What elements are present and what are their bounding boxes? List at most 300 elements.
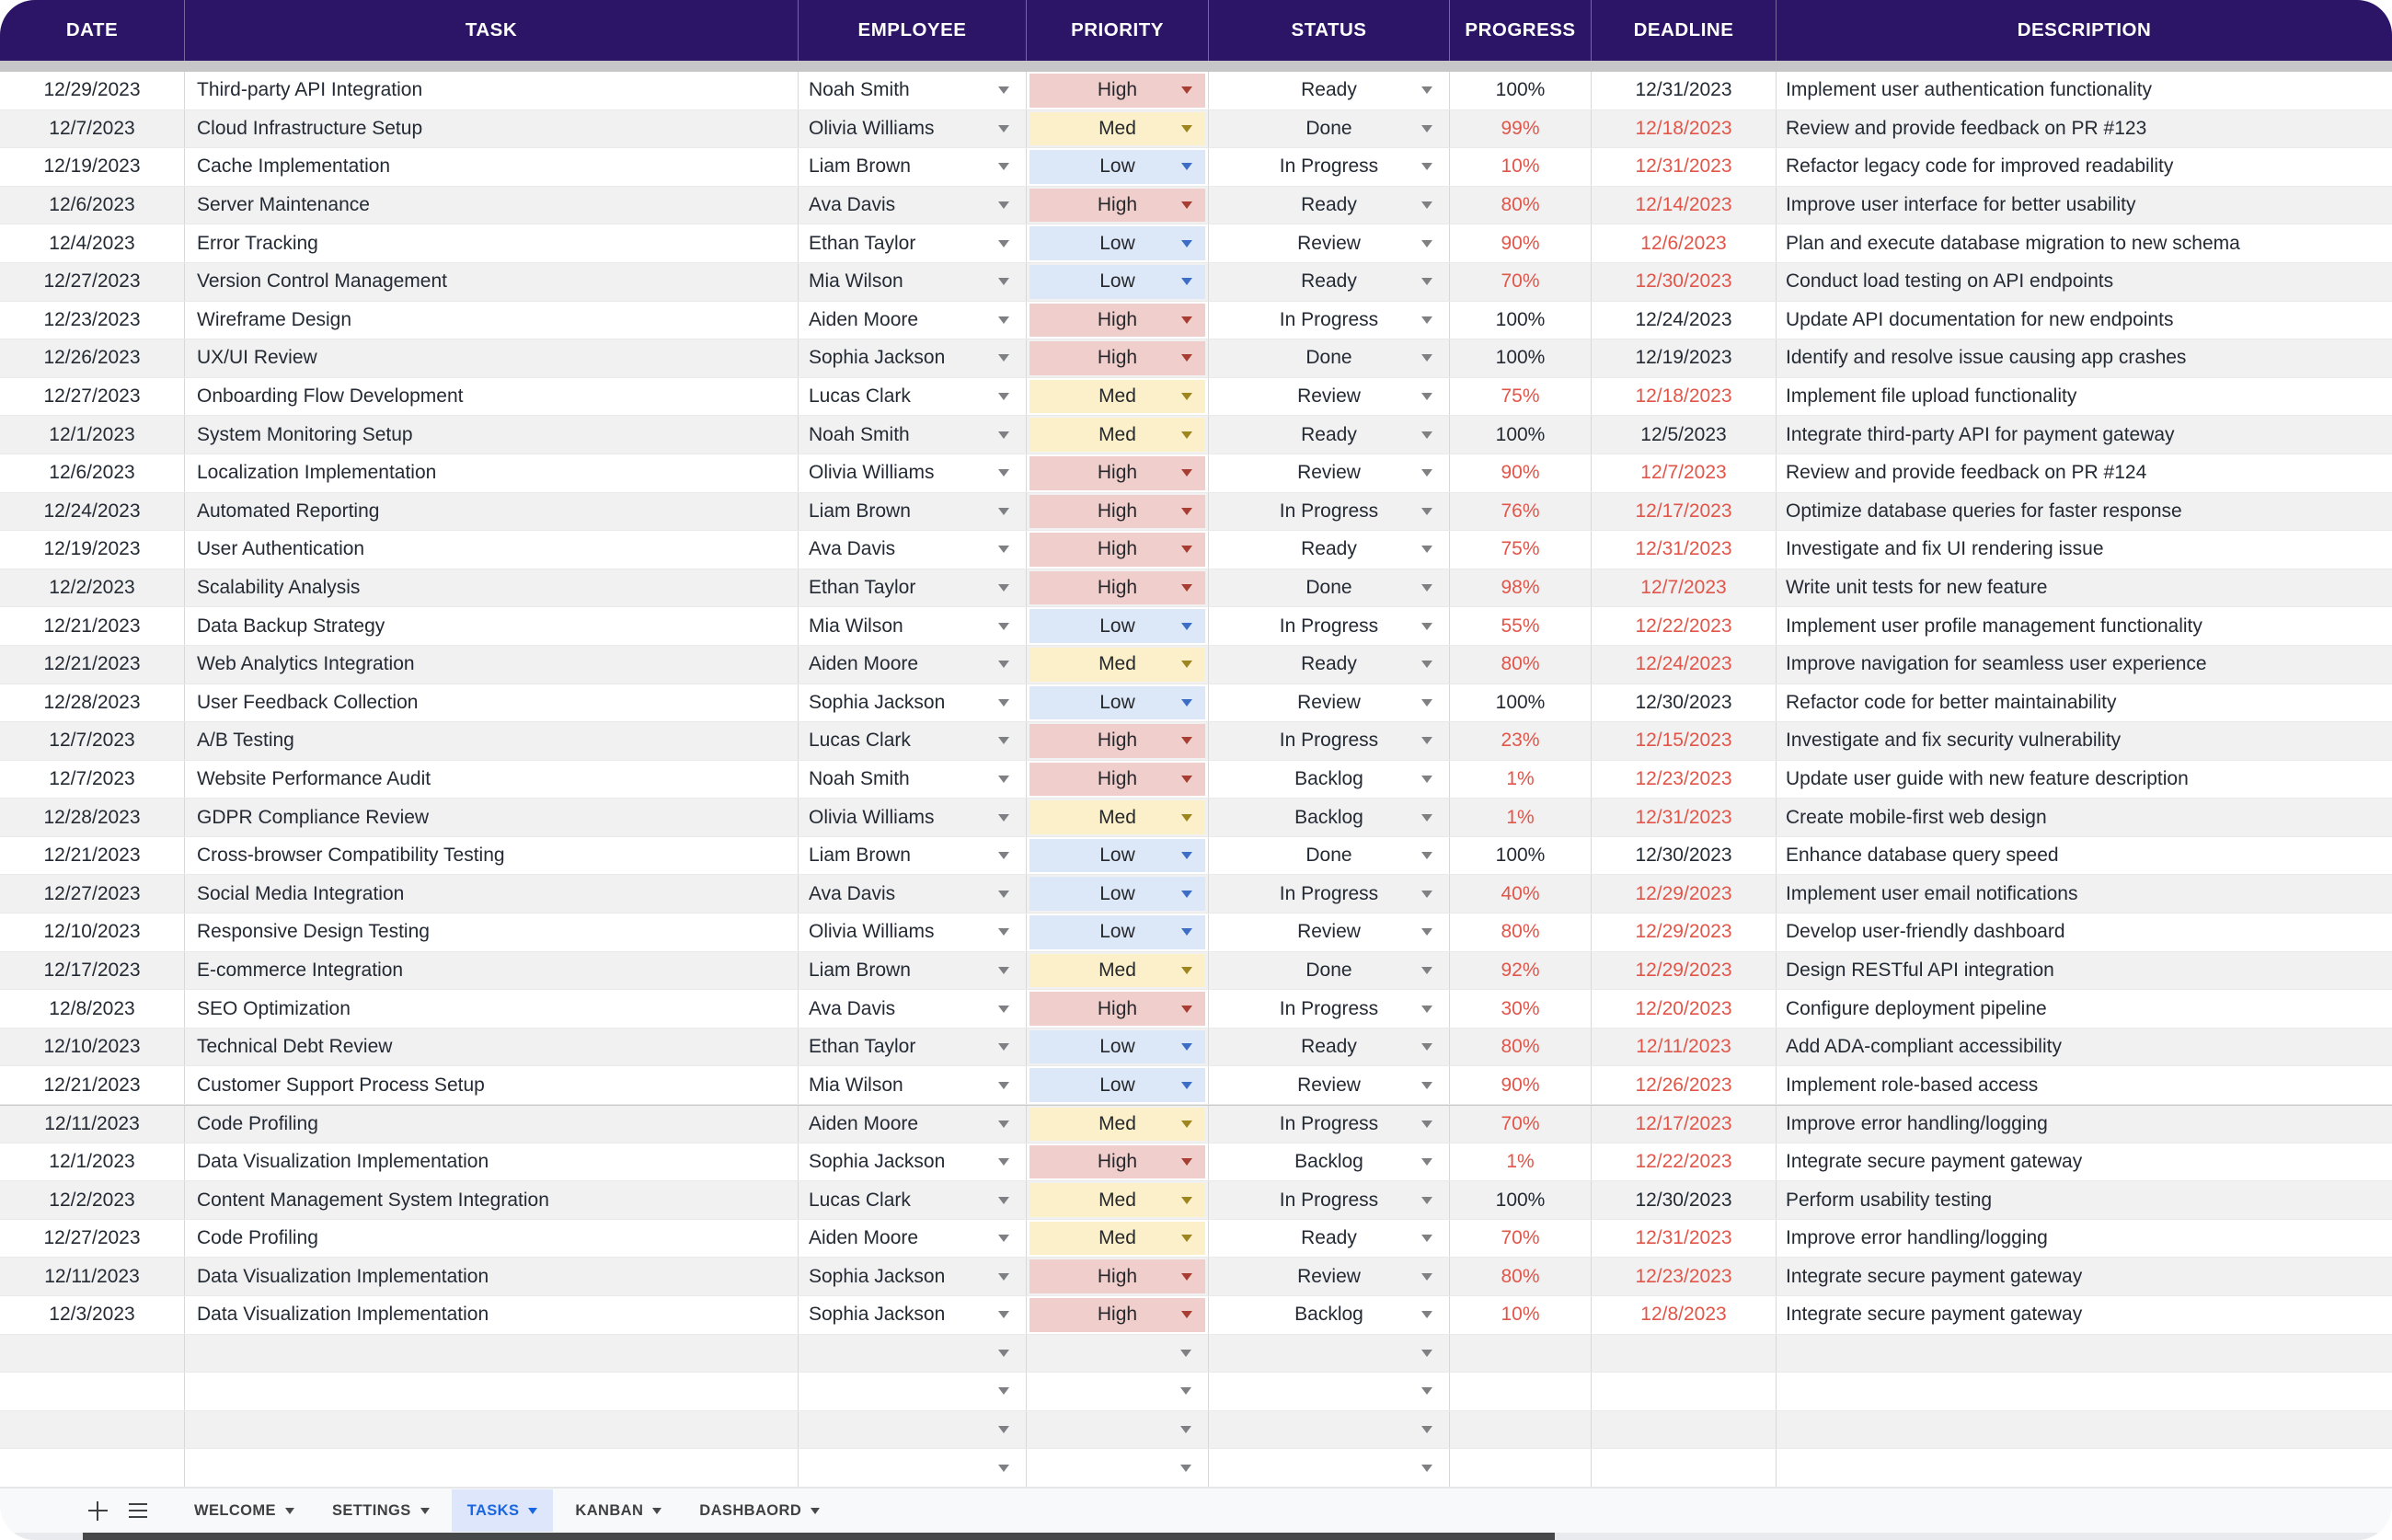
progress-cell[interactable]: 80% <box>1449 1258 1591 1295</box>
description-cell[interactable]: Implement user authentication functionality <box>1776 72 2392 109</box>
progress-cell[interactable]: 23% <box>1449 722 1591 760</box>
priority-dropdown[interactable] <box>1026 531 1208 569</box>
progress-cell[interactable]: 80% <box>1449 187 1591 224</box>
chevron-down-icon[interactable] <box>1421 1158 1432 1166</box>
description-cell[interactable]: Review and provide feedback on PR #123 <box>1776 110 2392 148</box>
chevron-down-icon[interactable] <box>1181 891 1192 898</box>
status-dropdown[interactable] <box>1208 837 1449 875</box>
date-cell[interactable]: 12/11/2023 <box>44 1112 140 1134</box>
date-cell[interactable] <box>0 1373 184 1410</box>
chevron-down-icon[interactable] <box>1421 852 1432 859</box>
chevron-down-icon[interactable] <box>998 699 1009 707</box>
date-cell[interactable]: 12/7/2023 <box>49 117 135 139</box>
progress-cell[interactable]: 100% <box>1449 339 1591 377</box>
status-dropdown[interactable] <box>1208 761 1449 799</box>
progress-cell[interactable]: 70% <box>1449 1106 1591 1143</box>
employee-dropdown[interactable] <box>798 1411 1026 1449</box>
employee-dropdown[interactable] <box>798 1258 1026 1295</box>
tab-tasks[interactable] <box>452 1489 554 1532</box>
deadline-cell[interactable]: 12/31/2023 <box>1591 72 1776 109</box>
description-cell[interactable]: Improve navigation for seamless user experience <box>1776 646 2392 684</box>
employee-dropdown[interactable] <box>798 722 1026 760</box>
priority-dropdown[interactable] <box>1026 1029 1208 1066</box>
chevron-down-icon[interactable] <box>1421 354 1432 362</box>
description-cell[interactable]: Implement role-based access <box>1776 1066 2392 1104</box>
chevron-down-icon[interactable] <box>1181 546 1192 553</box>
date-cell[interactable]: 12/7/2023 <box>49 730 135 752</box>
deadline-cell[interactable]: 12/11/2023 <box>1591 1029 1776 1066</box>
task-cell[interactable]: UX/UI Review <box>184 339 798 377</box>
description-cell[interactable]: Implement file upload functionality <box>1776 378 2392 416</box>
priority-dropdown[interactable] <box>1026 72 1208 109</box>
progress-cell[interactable]: 80% <box>1449 914 1591 951</box>
date-cell[interactable] <box>0 1411 184 1449</box>
chevron-down-icon[interactable] <box>1181 278 1192 285</box>
deadline-cell[interactable]: 12/17/2023 <box>1591 1106 1776 1143</box>
chevron-down-icon[interactable] <box>998 1121 1009 1128</box>
deadline-cell[interactable]: 12/30/2023 <box>1591 1181 1776 1219</box>
chevron-down-icon[interactable] <box>998 125 1009 132</box>
progress-cell[interactable] <box>1449 1373 1591 1410</box>
priority-dropdown[interactable] <box>1026 722 1208 760</box>
employee-dropdown[interactable] <box>798 914 1026 951</box>
chevron-down-icon[interactable] <box>1180 1426 1191 1433</box>
priority-dropdown[interactable] <box>1026 1106 1208 1143</box>
task-cell[interactable]: Error Tracking <box>184 224 798 262</box>
chevron-down-icon[interactable] <box>1421 240 1432 247</box>
status-dropdown[interactable] <box>1208 1029 1449 1066</box>
date-cell[interactable] <box>0 1335 184 1373</box>
date-cell[interactable]: 12/26/2023 <box>43 347 141 369</box>
chevron-down-icon[interactable] <box>998 967 1009 974</box>
description-cell[interactable] <box>1776 1335 2392 1373</box>
priority-dropdown[interactable] <box>1026 875 1208 913</box>
date-cell[interactable]: 12/28/2023 <box>43 691 141 713</box>
tab-dashbaord[interactable] <box>684 1489 835 1532</box>
chevron-down-icon[interactable] <box>998 1426 1009 1433</box>
progress-cell[interactable]: 90% <box>1449 1066 1591 1104</box>
status-dropdown[interactable] <box>1208 224 1449 262</box>
deadline-cell[interactable]: 12/18/2023 <box>1591 378 1776 416</box>
description-cell[interactable]: Design RESTful API integration <box>1776 952 2392 990</box>
chevron-down-icon[interactable] <box>1181 1158 1192 1166</box>
status-dropdown[interactable] <box>1208 990 1449 1028</box>
employee-dropdown[interactable] <box>798 1449 1026 1487</box>
employee-dropdown[interactable] <box>798 799 1026 836</box>
task-cell[interactable]: Version Control Management <box>184 263 798 301</box>
chevron-down-icon[interactable] <box>998 1158 1009 1166</box>
status-dropdown[interactable] <box>1208 378 1449 416</box>
priority-dropdown[interactable] <box>1026 1144 1208 1181</box>
date-cell[interactable]: 12/21/2023 <box>43 1074 141 1096</box>
description-cell[interactable]: Integrate secure payment gateway <box>1776 1258 2392 1295</box>
deadline-cell[interactable]: 12/29/2023 <box>1591 952 1776 990</box>
priority-dropdown[interactable] <box>1026 1449 1208 1487</box>
status-dropdown[interactable] <box>1208 339 1449 377</box>
chevron-down-icon[interactable] <box>998 1006 1009 1013</box>
status-dropdown[interactable] <box>1208 799 1449 836</box>
progress-cell[interactable]: 1% <box>1449 799 1591 836</box>
description-cell[interactable]: Implement user profile management functionality <box>1776 607 2392 645</box>
chevron-down-icon[interactable] <box>1421 316 1432 324</box>
employee-dropdown[interactable] <box>798 1335 1026 1373</box>
task-cell[interactable]: A/B Testing <box>184 722 798 760</box>
chevron-down-icon[interactable] <box>998 1465 1009 1472</box>
status-dropdown[interactable] <box>1208 1335 1449 1373</box>
chevron-down-icon[interactable] <box>1421 623 1432 630</box>
deadline-cell[interactable]: 12/17/2023 <box>1591 493 1776 531</box>
progress-cell[interactable]: 70% <box>1449 263 1591 301</box>
chevron-down-icon[interactable] <box>998 469 1009 477</box>
status-dropdown[interactable] <box>1208 1220 1449 1258</box>
status-dropdown[interactable] <box>1208 646 1449 684</box>
priority-dropdown[interactable] <box>1026 1066 1208 1104</box>
task-cell[interactable]: Code Profiling <box>184 1106 798 1143</box>
task-cell[interactable]: Responsive Design Testing <box>184 914 798 951</box>
deadline-cell[interactable]: 12/31/2023 <box>1591 799 1776 836</box>
employee-dropdown[interactable] <box>798 1144 1026 1181</box>
date-cell[interactable]: 12/6/2023 <box>49 462 135 484</box>
deadline-cell[interactable]: 12/26/2023 <box>1591 1066 1776 1104</box>
status-dropdown[interactable] <box>1208 1106 1449 1143</box>
deadline-cell[interactable]: 12/24/2023 <box>1591 646 1776 684</box>
deadline-cell[interactable]: 12/7/2023 <box>1591 569 1776 607</box>
chevron-down-icon[interactable] <box>1421 661 1432 668</box>
task-cell[interactable] <box>184 1335 798 1373</box>
status-dropdown[interactable] <box>1208 148 1449 186</box>
task-cell[interactable]: Website Performance Audit <box>184 761 798 799</box>
progress-cell[interactable]: 100% <box>1449 302 1591 339</box>
task-cell[interactable]: Web Analytics Integration <box>184 646 798 684</box>
description-cell[interactable]: Conduct load testing on API endpoints <box>1776 263 2392 301</box>
deadline-cell[interactable]: 12/22/2023 <box>1591 1144 1776 1181</box>
status-dropdown[interactable] <box>1208 1296 1449 1334</box>
chevron-down-icon[interactable] <box>998 852 1009 859</box>
progress-cell[interactable]: 1% <box>1449 761 1591 799</box>
task-cell[interactable]: User Authentication <box>184 531 798 569</box>
chevron-down-icon[interactable] <box>998 354 1009 362</box>
employee-dropdown[interactable] <box>798 148 1026 186</box>
task-cell[interactable] <box>184 1411 798 1449</box>
task-cell[interactable]: Data Backup Strategy <box>184 607 798 645</box>
status-dropdown[interactable] <box>1208 1258 1449 1295</box>
description-cell[interactable]: Configure deployment pipeline <box>1776 990 2392 1028</box>
progress-cell[interactable]: 75% <box>1449 531 1591 569</box>
chevron-down-icon[interactable] <box>1421 1121 1432 1128</box>
employee-dropdown[interactable] <box>798 263 1026 301</box>
task-cell[interactable]: E-commerce Integration <box>184 952 798 990</box>
description-cell[interactable]: Implement user email notifications <box>1776 875 2392 913</box>
task-cell[interactable]: Data Visualization Implementation <box>184 1296 798 1334</box>
tab-welcome[interactable] <box>178 1489 310 1532</box>
priority-dropdown[interactable] <box>1026 761 1208 799</box>
employee-dropdown[interactable] <box>798 416 1026 454</box>
deadline-cell[interactable]: 12/23/2023 <box>1591 1258 1776 1295</box>
horizontal-scrollbar-thumb[interactable] <box>83 1533 1555 1540</box>
chevron-down-icon[interactable] <box>1421 891 1432 898</box>
description-cell[interactable]: Investigate and fix security vulnerability <box>1776 722 2392 760</box>
progress-cell[interactable]: 99% <box>1449 110 1591 148</box>
priority-dropdown[interactable] <box>1026 1220 1208 1258</box>
chevron-down-icon[interactable] <box>998 891 1009 898</box>
date-cell[interactable]: 12/8/2023 <box>49 997 135 1019</box>
deadline-cell[interactable]: 12/14/2023 <box>1591 187 1776 224</box>
employee-dropdown[interactable] <box>798 454 1026 492</box>
deadline-cell[interactable] <box>1591 1411 1776 1449</box>
chevron-down-icon[interactable] <box>998 1235 1009 1242</box>
employee-dropdown[interactable] <box>798 378 1026 416</box>
priority-dropdown[interactable] <box>1026 914 1208 951</box>
employee-dropdown[interactable] <box>798 339 1026 377</box>
chevron-down-icon[interactable] <box>1181 508 1192 515</box>
priority-dropdown[interactable] <box>1026 569 1208 607</box>
priority-dropdown[interactable] <box>1026 1181 1208 1219</box>
task-cell[interactable]: System Monitoring Setup <box>184 416 798 454</box>
chevron-down-icon[interactable] <box>1421 86 1432 94</box>
progress-cell[interactable] <box>1449 1449 1591 1487</box>
date-cell[interactable]: 12/11/2023 <box>44 1265 140 1287</box>
chevron-down-icon[interactable] <box>1181 240 1192 247</box>
description-cell[interactable]: Develop user-friendly dashboard <box>1776 914 2392 951</box>
status-dropdown[interactable] <box>1208 914 1449 951</box>
chevron-down-icon[interactable] <box>1421 1082 1432 1089</box>
task-cell[interactable]: Third-party API Integration <box>184 72 798 109</box>
deadline-cell[interactable]: 12/5/2023 <box>1591 416 1776 454</box>
chevron-down-icon[interactable] <box>1181 393 1192 400</box>
chevron-down-icon[interactable] <box>1421 1197 1432 1204</box>
description-cell[interactable] <box>1776 1449 2392 1487</box>
chevron-down-icon[interactable] <box>998 278 1009 285</box>
status-dropdown[interactable] <box>1208 684 1449 722</box>
deadline-cell[interactable]: 12/30/2023 <box>1591 684 1776 722</box>
date-cell[interactable]: 12/4/2023 <box>49 232 135 254</box>
chevron-down-icon[interactable] <box>998 1197 1009 1204</box>
description-cell[interactable] <box>1776 1373 2392 1410</box>
date-cell[interactable]: 12/21/2023 <box>43 845 141 867</box>
chevron-down-icon[interactable] <box>998 1311 1009 1318</box>
priority-dropdown[interactable] <box>1026 837 1208 875</box>
description-cell[interactable]: Perform usability testing <box>1776 1181 2392 1219</box>
all-sheets-menu-button[interactable] <box>118 1489 158 1532</box>
progress-cell[interactable]: 40% <box>1449 875 1591 913</box>
deadline-cell[interactable]: 12/30/2023 <box>1591 837 1776 875</box>
employee-dropdown[interactable] <box>798 1181 1026 1219</box>
chevron-down-icon[interactable] <box>1421 737 1432 744</box>
chevron-down-icon[interactable] <box>1421 508 1432 515</box>
chevron-down-icon[interactable] <box>1421 1350 1432 1357</box>
date-cell[interactable]: 12/27/2023 <box>43 882 141 904</box>
task-cell[interactable]: Cross-browser Compatibility Testing <box>184 837 798 875</box>
date-cell[interactable] <box>0 1449 184 1487</box>
chevron-down-icon[interactable] <box>998 928 1009 936</box>
deadline-cell[interactable]: 12/31/2023 <box>1591 148 1776 186</box>
description-cell[interactable]: Update user guide with new feature description <box>1776 761 2392 799</box>
deadline-cell[interactable]: 12/19/2023 <box>1591 339 1776 377</box>
date-cell[interactable]: 12/21/2023 <box>43 615 141 637</box>
chevron-down-icon[interactable] <box>1181 1121 1192 1128</box>
employee-dropdown[interactable] <box>798 1066 1026 1104</box>
chevron-down-icon[interactable] <box>998 393 1009 400</box>
task-cell[interactable]: GDPR Compliance Review <box>184 799 798 836</box>
task-cell[interactable]: Content Management System Integration <box>184 1181 798 1219</box>
chevron-down-icon[interactable] <box>1181 623 1192 630</box>
task-cell[interactable]: Data Visualization Implementation <box>184 1258 798 1295</box>
deadline-cell[interactable]: 12/18/2023 <box>1591 110 1776 148</box>
task-cell[interactable]: Cache Implementation <box>184 148 798 186</box>
description-cell[interactable] <box>1776 1411 2392 1449</box>
status-dropdown[interactable] <box>1208 1449 1449 1487</box>
chevron-down-icon[interactable] <box>998 86 1009 94</box>
date-cell[interactable]: 12/2/2023 <box>49 1189 135 1211</box>
date-cell[interactable]: 12/28/2023 <box>43 806 141 828</box>
status-dropdown[interactable] <box>1208 1181 1449 1219</box>
chevron-down-icon[interactable] <box>1421 278 1432 285</box>
chevron-down-icon[interactable] <box>998 1350 1009 1357</box>
employee-dropdown[interactable] <box>798 684 1026 722</box>
employee-dropdown[interactable] <box>798 224 1026 262</box>
chevron-down-icon[interactable] <box>1181 1082 1192 1089</box>
task-cell[interactable]: Localization Implementation <box>184 454 798 492</box>
status-dropdown[interactable] <box>1208 187 1449 224</box>
employee-dropdown[interactable] <box>798 607 1026 645</box>
description-cell[interactable]: Enhance database query speed <box>1776 837 2392 875</box>
status-dropdown[interactable] <box>1208 531 1449 569</box>
status-dropdown[interactable] <box>1208 493 1449 531</box>
chevron-down-icon[interactable] <box>1421 1235 1432 1242</box>
description-cell[interactable]: Refactor code for better maintainability <box>1776 684 2392 722</box>
deadline-cell[interactable]: 12/30/2023 <box>1591 263 1776 301</box>
progress-cell[interactable]: 100% <box>1449 416 1591 454</box>
status-dropdown[interactable] <box>1208 607 1449 645</box>
deadline-cell[interactable] <box>1591 1335 1776 1373</box>
status-dropdown[interactable] <box>1208 1411 1449 1449</box>
priority-dropdown[interactable] <box>1026 952 1208 990</box>
status-dropdown[interactable] <box>1208 1066 1449 1104</box>
chevron-down-icon[interactable] <box>1421 699 1432 707</box>
progress-cell[interactable]: 55% <box>1449 607 1591 645</box>
description-cell[interactable]: Review and provide feedback on PR #124 <box>1776 454 2392 492</box>
chevron-down-icon[interactable] <box>998 163 1009 170</box>
date-cell[interactable]: 12/27/2023 <box>43 385 141 408</box>
progress-cell[interactable]: 80% <box>1449 1029 1591 1066</box>
chevron-down-icon[interactable] <box>1421 1006 1432 1013</box>
chevron-down-icon[interactable] <box>1181 967 1192 974</box>
deadline-cell[interactable]: 12/31/2023 <box>1591 531 1776 569</box>
priority-dropdown[interactable] <box>1026 1296 1208 1334</box>
chevron-down-icon[interactable] <box>1181 354 1192 362</box>
date-cell[interactable]: 12/27/2023 <box>43 270 141 293</box>
chevron-down-icon[interactable] <box>1421 776 1432 783</box>
chevron-down-icon[interactable] <box>998 814 1009 822</box>
priority-dropdown[interactable] <box>1026 224 1208 262</box>
chevron-down-icon[interactable] <box>1421 431 1432 439</box>
description-cell[interactable]: Integrate secure payment gateway <box>1776 1296 2392 1334</box>
status-dropdown[interactable] <box>1208 569 1449 607</box>
priority-dropdown[interactable] <box>1026 684 1208 722</box>
chevron-down-icon[interactable] <box>998 240 1009 247</box>
description-cell[interactable]: Improve error handling/logging <box>1776 1106 2392 1143</box>
deadline-cell[interactable]: 12/24/2023 <box>1591 302 1776 339</box>
status-dropdown[interactable] <box>1208 454 1449 492</box>
chevron-down-icon[interactable] <box>998 737 1009 744</box>
task-cell[interactable]: Customer Support Process Setup <box>184 1066 798 1104</box>
status-dropdown[interactable] <box>1208 72 1449 109</box>
task-cell[interactable]: Wireframe Design <box>184 302 798 339</box>
date-cell[interactable]: 12/10/2023 <box>43 921 141 943</box>
chevron-down-icon[interactable] <box>1181 469 1192 477</box>
progress-cell[interactable]: 70% <box>1449 1220 1591 1258</box>
chevron-down-icon[interactable] <box>1181 201 1192 209</box>
date-cell[interactable]: 12/23/2023 <box>43 308 141 330</box>
chevron-down-icon[interactable] <box>1421 163 1432 170</box>
deadline-cell[interactable]: 12/20/2023 <box>1591 990 1776 1028</box>
progress-cell[interactable]: 1% <box>1449 1144 1591 1181</box>
progress-cell[interactable]: 100% <box>1449 837 1591 875</box>
deadline-cell[interactable]: 12/6/2023 <box>1591 224 1776 262</box>
description-cell[interactable]: Refactor legacy code for improved readability <box>1776 148 2392 186</box>
status-dropdown[interactable] <box>1208 1144 1449 1181</box>
chevron-down-icon[interactable] <box>998 508 1009 515</box>
chevron-down-icon[interactable] <box>1421 584 1432 592</box>
deadline-cell[interactable] <box>1591 1373 1776 1410</box>
chevron-down-icon[interactable] <box>1181 163 1192 170</box>
chevron-down-icon[interactable] <box>998 1273 1009 1281</box>
date-cell[interactable]: 12/24/2023 <box>43 500 141 522</box>
progress-cell[interactable]: 30% <box>1449 990 1591 1028</box>
chevron-down-icon[interactable] <box>998 316 1009 324</box>
progress-cell[interactable]: 90% <box>1449 454 1591 492</box>
status-dropdown[interactable] <box>1208 263 1449 301</box>
chevron-down-icon[interactable] <box>998 201 1009 209</box>
employee-dropdown[interactable] <box>798 72 1026 109</box>
chevron-down-icon[interactable] <box>1181 1311 1192 1318</box>
task-cell[interactable]: User Feedback Collection <box>184 684 798 722</box>
status-dropdown[interactable] <box>1208 1373 1449 1410</box>
chevron-down-icon[interactable] <box>1421 1387 1432 1395</box>
description-cell[interactable]: Identify and resolve issue causing app crashes <box>1776 339 2392 377</box>
status-dropdown[interactable] <box>1208 875 1449 913</box>
priority-dropdown[interactable] <box>1026 378 1208 416</box>
chevron-down-icon[interactable] <box>998 661 1009 668</box>
deadline-cell[interactable]: 12/29/2023 <box>1591 914 1776 951</box>
priority-dropdown[interactable] <box>1026 416 1208 454</box>
chevron-down-icon[interactable] <box>1181 125 1192 132</box>
task-cell[interactable]: Social Media Integration <box>184 875 798 913</box>
chevron-down-icon[interactable] <box>1180 1387 1191 1395</box>
chevron-down-icon[interactable] <box>1421 814 1432 822</box>
chevron-down-icon[interactable] <box>998 776 1009 783</box>
chevron-down-icon[interactable] <box>1421 393 1432 400</box>
chevron-down-icon[interactable] <box>1421 1273 1432 1281</box>
progress-cell[interactable]: 75% <box>1449 378 1591 416</box>
chevron-down-icon[interactable] <box>1181 776 1192 783</box>
date-cell[interactable]: 12/3/2023 <box>49 1304 135 1326</box>
priority-dropdown[interactable] <box>1026 339 1208 377</box>
chevron-down-icon[interactable] <box>1181 1235 1192 1242</box>
task-cell[interactable] <box>184 1449 798 1487</box>
chevron-down-icon[interactable] <box>1421 1465 1432 1472</box>
task-cell[interactable] <box>184 1373 798 1410</box>
chevron-down-icon[interactable] <box>1181 1006 1192 1013</box>
progress-cell[interactable]: 76% <box>1449 493 1591 531</box>
employee-dropdown[interactable] <box>798 990 1026 1028</box>
tab-kanban[interactable] <box>559 1489 677 1532</box>
tab-settings[interactable] <box>316 1489 445 1532</box>
status-dropdown[interactable] <box>1208 110 1449 148</box>
progress-cell[interactable]: 10% <box>1449 148 1591 186</box>
description-cell[interactable]: Add ADA-compliant accessibility <box>1776 1029 2392 1066</box>
chevron-down-icon[interactable] <box>998 623 1009 630</box>
